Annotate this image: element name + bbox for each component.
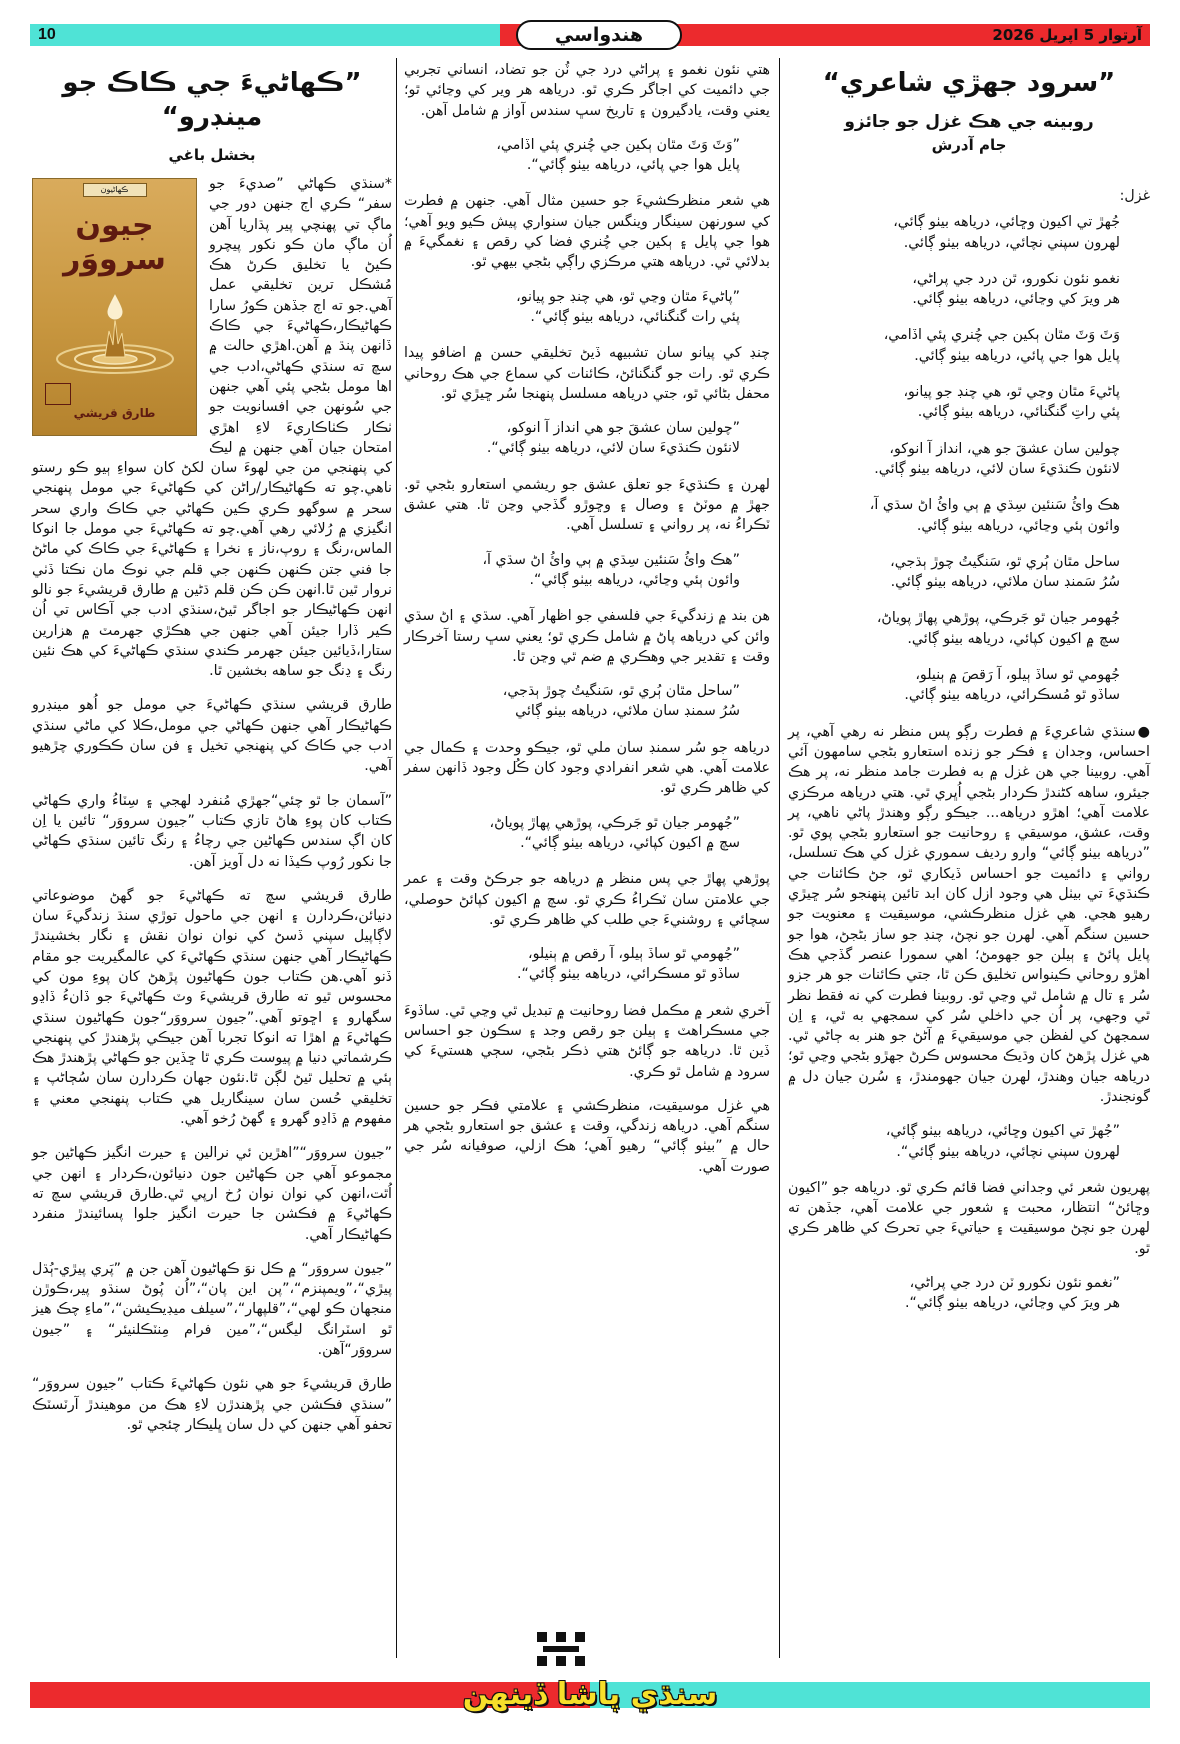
- quoted-couplet: [404, 135, 770, 176]
- verse-line: وائون ٻئي وڃائي، درياهه بيٺو ڳائي“.: [529, 571, 740, 588]
- ghazal-couplet: [788, 212, 1150, 253]
- quoted-couplet: [404, 418, 770, 459]
- verse-line: لهرون سپني نچائي، درياهه بيٺو ڳائي“.: [896, 1143, 1120, 1160]
- verse-line: ”چولين سان عشقَ جو هي انداز آ انوکو،: [506, 420, 740, 437]
- verse-line: جُهومي ٿو ساڏ ٻيلو، آ رَقصَ ۾ ٻنيلو،: [915, 667, 1120, 684]
- verse-line: نغمو نئون نکورو، ٿن درد جي پراڻي،: [912, 270, 1120, 287]
- verse-line: لانئون ڪنڌيءَ سان لائي، درياهه بيٺو ڳائي.: [874, 460, 1120, 477]
- ghazal-couplet: [788, 325, 1150, 366]
- article-paragraph: *سنڌي ڪهاڻي ”صديءَ جو سفر“ ڪري اڄ جنهن دور جي ماڳ تي پهنچي پير پڌاريا آهن اُن ماڳ مان ڪو نکور پيچرو ڪيڻ يا تخليق ڪرڻ هڪ مُشڪل ترين تخليقي عمل آهي.جو ته اڄ جڏهن ڪورُ سارا ڪهاڻيڪار،ڪهاڻيءَ جي ڪاڪ ڏانهن پنڌ ۾ آهن.اهڙي حالت ۾ سچ ته سنڌي ڪهاڻي،ادب جي اها مومل بڻجي پئي آهي جنهن جي سُونهن جي افسانويت جو ٺڪار ڪٺاڪاريءَ لاءِ اهڙي امتحان جيان آهي جنهن ۾ ليڪ کي پنهنجي من جي لهوءَ سان لکڻ کان سواءِ ٻيو ڪو رستو ناهي.چو ته ڪهاڻيڪار/راڻن کي ڪهاڻيءَ جي مومل پنهنجي سحر ۾ سوگهو ڪري ڪين ڪهاڻي جي ڪاڪ واري سحر انگيزي ۾ رُلائي رهي آهي.چو ته ڪهاڻيءَ جي مومل جا انوکا الماس،رنگ ۽ روپ،ناز ۽ نخرا ۽ ڪهاڻيءَ جي ڪاڪ کي ماڻڻ جا فني جتن ڪنهن ڪنهن جي قلم جي نوڪ مان نڪتا ڏٺي نروار ٿين ٿا.انهن ڪن ڪن قلم ڌڻين ۾ طارق قريشيءَ جو نالو انهن ڪهاڻيڪار جو اجاگر ٿيڻ،سنڌي ادب جي آڪاس تي اُن ڪير ڏارا جيئن آهي جنهن جي هڪڙي جهرمٽ ۾ هزارين ستارا،ڏيائين جيئن جهرمر ڪندي سنڌي ڪهاڻيءَ کي هڪ نئين رنگ ۽ ڍنگ جو ساهه بخشين ٿا.: [32, 176, 392, 680]
- verse-line: هڪ وائُ سَنئين سِڌي ۾ ٻي وائُ اڻ سڌي آ،: [869, 497, 1120, 514]
- page-number: 10: [38, 26, 56, 43]
- verse-line: وائون ٻئي وڃائي، درياهه بيٺو ڳائي.: [916, 517, 1120, 534]
- verse-line: ساڏو ٿو مُسڪرائي، درياهه بيٺو ڳائي.: [904, 687, 1120, 704]
- verse-line: پايل هوا جي پائي، درياهه بيٺو ڳائي“.: [526, 157, 740, 174]
- article-paragraph: هن بند ۾ زندگيءَ جي فلسفي جو اظهار آهي. سڌي ۽ اڻ سڌي وائن کي درياهه پاڻ ۾ شامل ڪري ٿو؛ يعني سڀ رستا آخرڪار وقت ۽ تقدير جي وهڪري ۾ ضم ٿي وڃن ٿا.: [404, 608, 770, 665]
- page-header: [30, 20, 1150, 50]
- ghazal-couplet: [788, 382, 1150, 423]
- verse-line: لهرون سپني نچائي، درياهه بيٺو ڳائي.: [903, 234, 1120, 251]
- verse-line: ”وَٽَ وَٽَ مٿان ٻکين جي چُنري پئي اڏامي،: [496, 136, 740, 153]
- page-footer: [30, 1672, 1150, 1718]
- verse-line: ”هڪ وائُ سَنئين سِڌي ۾ ٻي وائُ اڻ سڌي آ،: [482, 551, 740, 568]
- book-series-label: ڪهاڻيون: [83, 183, 147, 197]
- publisher-logo: [45, 383, 71, 405]
- verse-line: هر ويرَ کي وڃائي، درياهه بيٺو ڳائي.: [912, 291, 1120, 308]
- verse-line: هر ويرَ کي وڃائي، درياهه بيٺو ڳائي“.: [905, 1295, 1120, 1312]
- quoted-couplet: [788, 1121, 1150, 1162]
- article-paragraph: آخري شعر ۾ مڪمل فضا روحانيت ۾ تبديل ٿي وڃي ٿي. ساڏوءَ جي مسڪراهٽ ۽ ٻيلن جو رقص وجد ۽ سڪون جو احساس ڏين ٿا. درياهه جو ڳائڻ هتي ذڪر بڻجي، سڄي هستيءَ کي سرود ۾ شامل ٿو ڪري.: [404, 1002, 770, 1080]
- verse-line: چولين سان عشقَ جو هي، انداز آ انوکو،: [889, 440, 1120, 457]
- verse-line: پايل هوا جي پائي، درياهه بيٺو ڳائي.: [914, 347, 1120, 364]
- article-paragraph: پهريون شعر ئي وجداني فضا قائم ڪري ٿو. درياهه جو ”اکيون وڇائڻ“ انتظار، محبت ۽ شعور جي علامت آهي، جڏهن ته لهرن جو نچڻ موسيقيت ۽ حياتيءَ جي تحرڪ کي ظاهر ڪري ٿو.: [788, 1179, 1150, 1257]
- article-paragraph: ”جيون سرووَر“”اهڙين ئي نرالين ۽ حيرت انگيز ڪهاڻين جو مجموعو آهي جن ڪهاڻين جون دنيائون،ڪردار ۽ انهن جي اُٿت،انهن کي نوان نوان رُخ ارپي ٿي.طارق قريشي سچ ته ڪهاڻيءَ ۾ فڪشن جا حيرت انگيز جلوا پسائيندڙ منفرد ڪهاڻيڪار آهي.: [32, 1145, 392, 1243]
- verse-line: جُهومر جيان ٿو جَرڪي، پوڙهي پهاڙ پوياڻ،: [876, 610, 1120, 627]
- water-drop-illustration: [53, 289, 178, 379]
- article-byline: جام آدرش: [931, 136, 1007, 154]
- article-headline: ”ڪهاڻيءَ جي ڪاڪ جو مينڊرو“: [62, 68, 362, 132]
- ghazal-couplet: [788, 439, 1150, 480]
- article-poetry-review: [788, 60, 1150, 1330]
- article-headline: ”سرود جهڙي شاعري“: [822, 68, 1116, 98]
- quoted-couplet: [404, 813, 770, 854]
- verse-line: پئي رات گنگنائي، درياهه بيٺو ڳائي“.: [530, 308, 740, 325]
- verse-line: ساحل مٿان ٻُري ٿو، سَنگيتُ چوڙ ٻڌجي،: [890, 553, 1120, 570]
- verse-line: سچ ۾ اکيون کپائي، درياهه بيٺو ڳائي.: [907, 630, 1120, 647]
- quoted-couplet: [404, 287, 770, 328]
- verse-line: وَٽَ وَٽَ مٿان ٻکين جي چُنري پئي اڏامي،: [883, 327, 1120, 344]
- footer-section-title: سنڌي پاشا ڏينهن: [462, 1677, 718, 1712]
- article-paragraph: هتي نئون نغمو ۽ پراڻي درد جي ٽُن جو تضاد، انساني تجربي جي دائميت کي اجاگر ڪري ٿو. درياهه هر وير کي وڃائي ٿو؛ يعني وقت، يادگيرون ۽ تاريخ سڀ سندس آواز ۾ شامل آهن.: [404, 62, 770, 119]
- ghazal-couplet: [788, 552, 1150, 593]
- verse-line: پاڻيءَ مٿان وڃي ٿو، هي چنڊ جو پيانو،: [903, 384, 1120, 401]
- ghazal-label: غزل:: [1119, 188, 1150, 204]
- verse-line: پئي راتِ گنگنائي، درياهه بيٺو ڳائي.: [917, 404, 1120, 421]
- ghazal-poem: [788, 212, 1150, 705]
- article-book-review: [32, 60, 392, 1449]
- column-divider: [779, 58, 780, 1658]
- article-paragraph: ”جيون سرووَر“ ۾ ڪل نوَ ڪهاڻيون آهن جن ۾ ”پَري پيڙي-ٻُڌل پيڙي“،”ويمپنزم“،”پن اين پان“،”اُن پُوڻ سنڌو پير،ڪوڙن منجهان ڪو لهي“،”قلپهار“،”سيلف ميڊيڪيشن“،”ماءِ چڪ هيز ٿو اسٽرانگ ليگس“،”مين فرام مِنٽڪلنيئر“ ۽ ”جيون سرووَر“آهن.: [32, 1260, 392, 1359]
- issue-date: آرتوار 5 اپريل 2026: [992, 26, 1142, 44]
- verse-line: سُرُ سمنڊ سان ملائي، درياهه بيٺو ڳائي: [515, 703, 740, 720]
- book-cover-image: [32, 178, 197, 436]
- quoted-couplet: [404, 681, 770, 722]
- verse-line: ”نغمو نئون نکورو ٽن درد جي پراڻي،: [909, 1275, 1120, 1292]
- verse-line: ”جُهومر جيان ٿو جَرڪي، پوڙهي پهاڙ پوياڻ،: [489, 814, 740, 831]
- ghazal-couplet: [788, 495, 1150, 536]
- section-end-ornament: [537, 1632, 585, 1666]
- book-author: طارق قريشي: [73, 405, 156, 420]
- article-paragraph: هي شعر منظرڪشيءَ جو حسين مثال آهي. جنهن ۾ فطرت کي سورنهن سينگار وينگس جيان سنواري پيش ڪيو ويو آهي؛ هوا جي پايل ۽ ٻکين جي چُنري فضا کي رقص ۽ نغمگيءَ ۾ بدلائي ٿي. درياهه هتي مرڪزي راڳي بڻجي بيهي ٿو.: [404, 193, 770, 271]
- verse-line: ”جُهڙ تي اکيون وڇائي، درياهه بيٺو ڳائي،: [885, 1123, 1120, 1140]
- article-paragraph: طارق قريشي سنڌي ڪهاڻيءَ جي مومل جو اُهو مينڊرو ڪهاڻيڪار آهي جنهن ڪهاڻي جي مومل،ڪلا کي ماڻي سنڌي ادب جي ڪاڪ کي پنهنجي تخيل ۽ فن سان ڪڪوري چڙهيو آهي.: [32, 697, 392, 775]
- quoted-couplet: [788, 1273, 1150, 1314]
- header-cyan-band: [30, 24, 500, 46]
- verse-line: ساڏو ٿو مسڪرائي، درياهه بيٺو ڳائي“.: [517, 966, 740, 983]
- book-title: جيون سرووَر: [63, 208, 166, 277]
- verse-line: ”پاڻيءَ مٿان وڃي ٿو، هي چنڊ جو پيانو،: [516, 288, 740, 305]
- verse-line: لانئون ڪنڌيءَ سان لائي، درياهه بيٺو ڳائي“.: [486, 440, 740, 457]
- verse-line: جُهڙ تي اکيون وڇائي، درياهه بيٺو ڳائي،: [893, 214, 1120, 231]
- verse-line: سچ ۾ اکيون کپائي، درياهه بيٺو ڳائي“.: [520, 834, 740, 851]
- ghazal-couplet: [788, 608, 1150, 649]
- article-paragraph: ●سنڌي شاعريءَ ۾ فطرت رڳو پس منظر نه رهي آهي، پر احساس، وجدان ۽ فڪر جو زنده استعارو بڻجي سامهون آئي آهي. روبينا جي هن غزل ۾ به فطرت جامد منظر نه، پر هڪ جيئرو، ساهه کڻندڙ ڪردار بڻجي اُڀري ٿي. هتي درياهه مرڪزي علامت آهي؛ اهڙو درياهه... جيڪو رڳو وهندڙ پاڻي ناهي، پر وقت، عشق، موسيقي ۽ روحانيت جو استعارو بڻجي پوي ٿو. ”درياهه بيٺو ڳائي“ وارو رديف سموري غزل کي هڪ تسلسل، رواني ۽ دائميت جو احساس ڏيکاري ٿو، جڻ ڪائنات جي ڪنڌيءَ تي بيٺل هي وجود ازل کان ابد تائين پنهنجو سُر ڇيڙي رهيو هجي. هي غزل منظرڪشي، موسيقيت ۽ معنويت جو حسين سنگم آهي. لهرن جو نچڻ، چنڊ جو ساز بڻجڻ، هوا جو پايل پائڻ ۽ ٻيلن جو جهومڻ؛ اهي سمورا عنصر گڏجي هڪ اهڙو روحاني ڪينواس تخليق ڪن ٿا، جتي ڪائنات جو هر جزو سُر ۽ تال ۾ شامل ٿي وڃي ٿو. روبينا فطرت کي نه فقط نظر ٿي وجهي، پر اُن جي داخلي سُر کي سمجهي به ٿي، ۽ اِن سمجهڻ کي لفظن جي موسيقيءَ ۾ آڻڻ جو هنر به ڄاڻي ٿي. هي غزل پڙهڻ کان وڌيڪ محسوس ڪرڻ جهڙو بڻجي وڃي ٿو؛ درياهه جيان وهندڙ، لهرن جيان جهومندڙ، ۽ سُرن جيان دل ۾ گونجندڙ.: [788, 723, 1150, 1105]
- article-paragraph: ”آسمان جا ٿو چئي“جهڙي مُنفرد لهجي ۽ سِٽاءُ واري ڪهاڻي ڪتاب کان پوءِ هاڻ تازي ڪتاب ”جيون سرووَر“ تائين يا اِن کان اڳ سندس ڪهاڻين جي رچاءُ ۽ رنگ تائين سنڌي ڪهاڻي جا نکور رُوپ ڪيڏا نه دل آويز آهن.: [32, 792, 392, 870]
- article-paragraph: درياهه جو سُر سمنڊ سان ملي ٿو، جيڪو وحدت ۽ ڪمال جي علامت آهي. هي شعر انفرادي وجود کان ڪُل وجود ڏانهن سفر کي ظاهر ڪري ٿو.: [404, 739, 770, 797]
- column-divider: [396, 58, 397, 1658]
- ghazal-couplet: [788, 269, 1150, 310]
- verse-line: سُرُ سَمنڊ سان ملائي، درياهه بيٺو ڳائي.: [890, 574, 1120, 591]
- article-paragraph: چنڊ کي پيانو سان تشبيهه ڏيڻ تخليقي حسن ۾ اضافو پيدا ڪري ٿو. رات جو گنگنائڻ، ڪائنات کي سماع جي هڪ روحاني محفل بڻائي ٿو، جتي درياهه مسلسل پنهنجا سُر ڇيڙي ٿو.: [404, 345, 770, 402]
- article-byline: بخشل باغي: [168, 146, 256, 164]
- masthead-logo: هندواسي: [516, 20, 682, 50]
- article-paragraph: پوڙهي پهاڙ جي پس منظر ۾ درياهه جو جرڪڻ وقت ۽ عمر جي علامتن سان ٽڪراءُ ڪري ٿو. سچ ۾ اکيون کپائڻ حوصلي، سچائي ۽ روشنيءَ جي طلب کي ظاهر ڪري ٿو.: [404, 871, 770, 928]
- article-paragraph: طارق قريشيءَ جو هي نئون ڪهاڻيءَ ڪتاب ”جيون سرووَر“ ”سنڌي فڪشن جي پڙهندڙن لاءِ هڪ من موهيندڙ آرٽسٽڪ تحفو آهي جنهن کي دل سان ڀليڪار چئجي ٿو.: [32, 1376, 392, 1433]
- article-continuation: [404, 60, 770, 1191]
- article-paragraph: لهرن ۽ ڪنڌيءَ جو تعلق عشق جو ريشمي استعارو بڻجي ٿو. جهڙ ۾ موٽڻ ۽ وصال ۽ وڇوڙو گڏجي وڃن ٿا. هتي عشق ٽڪراءُ نه، پر رواني ۽ تسلسل آهي.: [404, 476, 770, 534]
- verse-line: ”ساحل مٿان ٻُري ٿو، سَنگيتُ چوڙ ٻڌجي،: [502, 683, 740, 700]
- verse-line: ”جُهومي ٿو ساڏ ٻيلو، آ رقص ۾ ٻنيلو،: [527, 946, 740, 963]
- article-paragraph: هي غزل موسيقيت، منظرڪشي ۽ علامتي فڪر جو حسين سنگم آهي. درياهه زندگي، وقت ۽ عشق جو استعارو بڻجي هر حال ۾ ”بيٺو ڳائي“ رهيو آهي؛ هڪ ازلي، صوفيانه سُر جي صورت آهي.: [404, 1097, 770, 1175]
- quoted-couplet: [404, 550, 770, 591]
- quoted-couplet: [404, 944, 770, 985]
- article-paragraph: طارق قريشي سچ ته ڪهاڻيءَ جو گهڻ موضوعاتي دنيائن،ڪردارن ۽ انهن جي ماحول توڙي سنڌ زندگيءَ سان لاڳاپيل سپني ڏسڻ کي نوان نوان نقش ۽ نگار بخشيندڙ ڪهاڻيڪار آهي جنهن سنڌي ڪهاڻيءَ کي عالمگيريت جو مقام ڏنو آهي.هن ڪتاب جون ڪهاڻيون پڙهڻ کان پوءِ مون کي محسوس ٿيو ته طارق قريشيءَ وٽ ڪهاڻيءَ جو ڏانءُ ڏاڍو سگهارو ۽ اڇوتو آهي.”جيون سرووَر“جون ڪهاڻيون سنڌي ڪهاڻيءَ ۾ اهڙا ته انوکا تجربا آهن جيڪي پڙهندڙ کي پنهنجي ڪرشماتي دنيا ۾ پيوست ڪري ٿا ڇڏين جو ڪهاڻي پڙهندڙ هڪ ٻئي ۾ تحليل ٿيڻ لڳن ٿا.نئون جهان ڪردارن سان سُڄاڻپ ۽ تخليقي حُسن سان سينگاريل هي ڪتاب پنهنجي معني ۽ مفهوم ۾ ڏاڍو گهرو ۽ گهڻ رُخو آهي.: [32, 887, 392, 1128]
- ghazal-couplet: [788, 665, 1150, 706]
- article-subhead: روبينه جي هڪ غزل جو جائزو: [844, 112, 1094, 132]
